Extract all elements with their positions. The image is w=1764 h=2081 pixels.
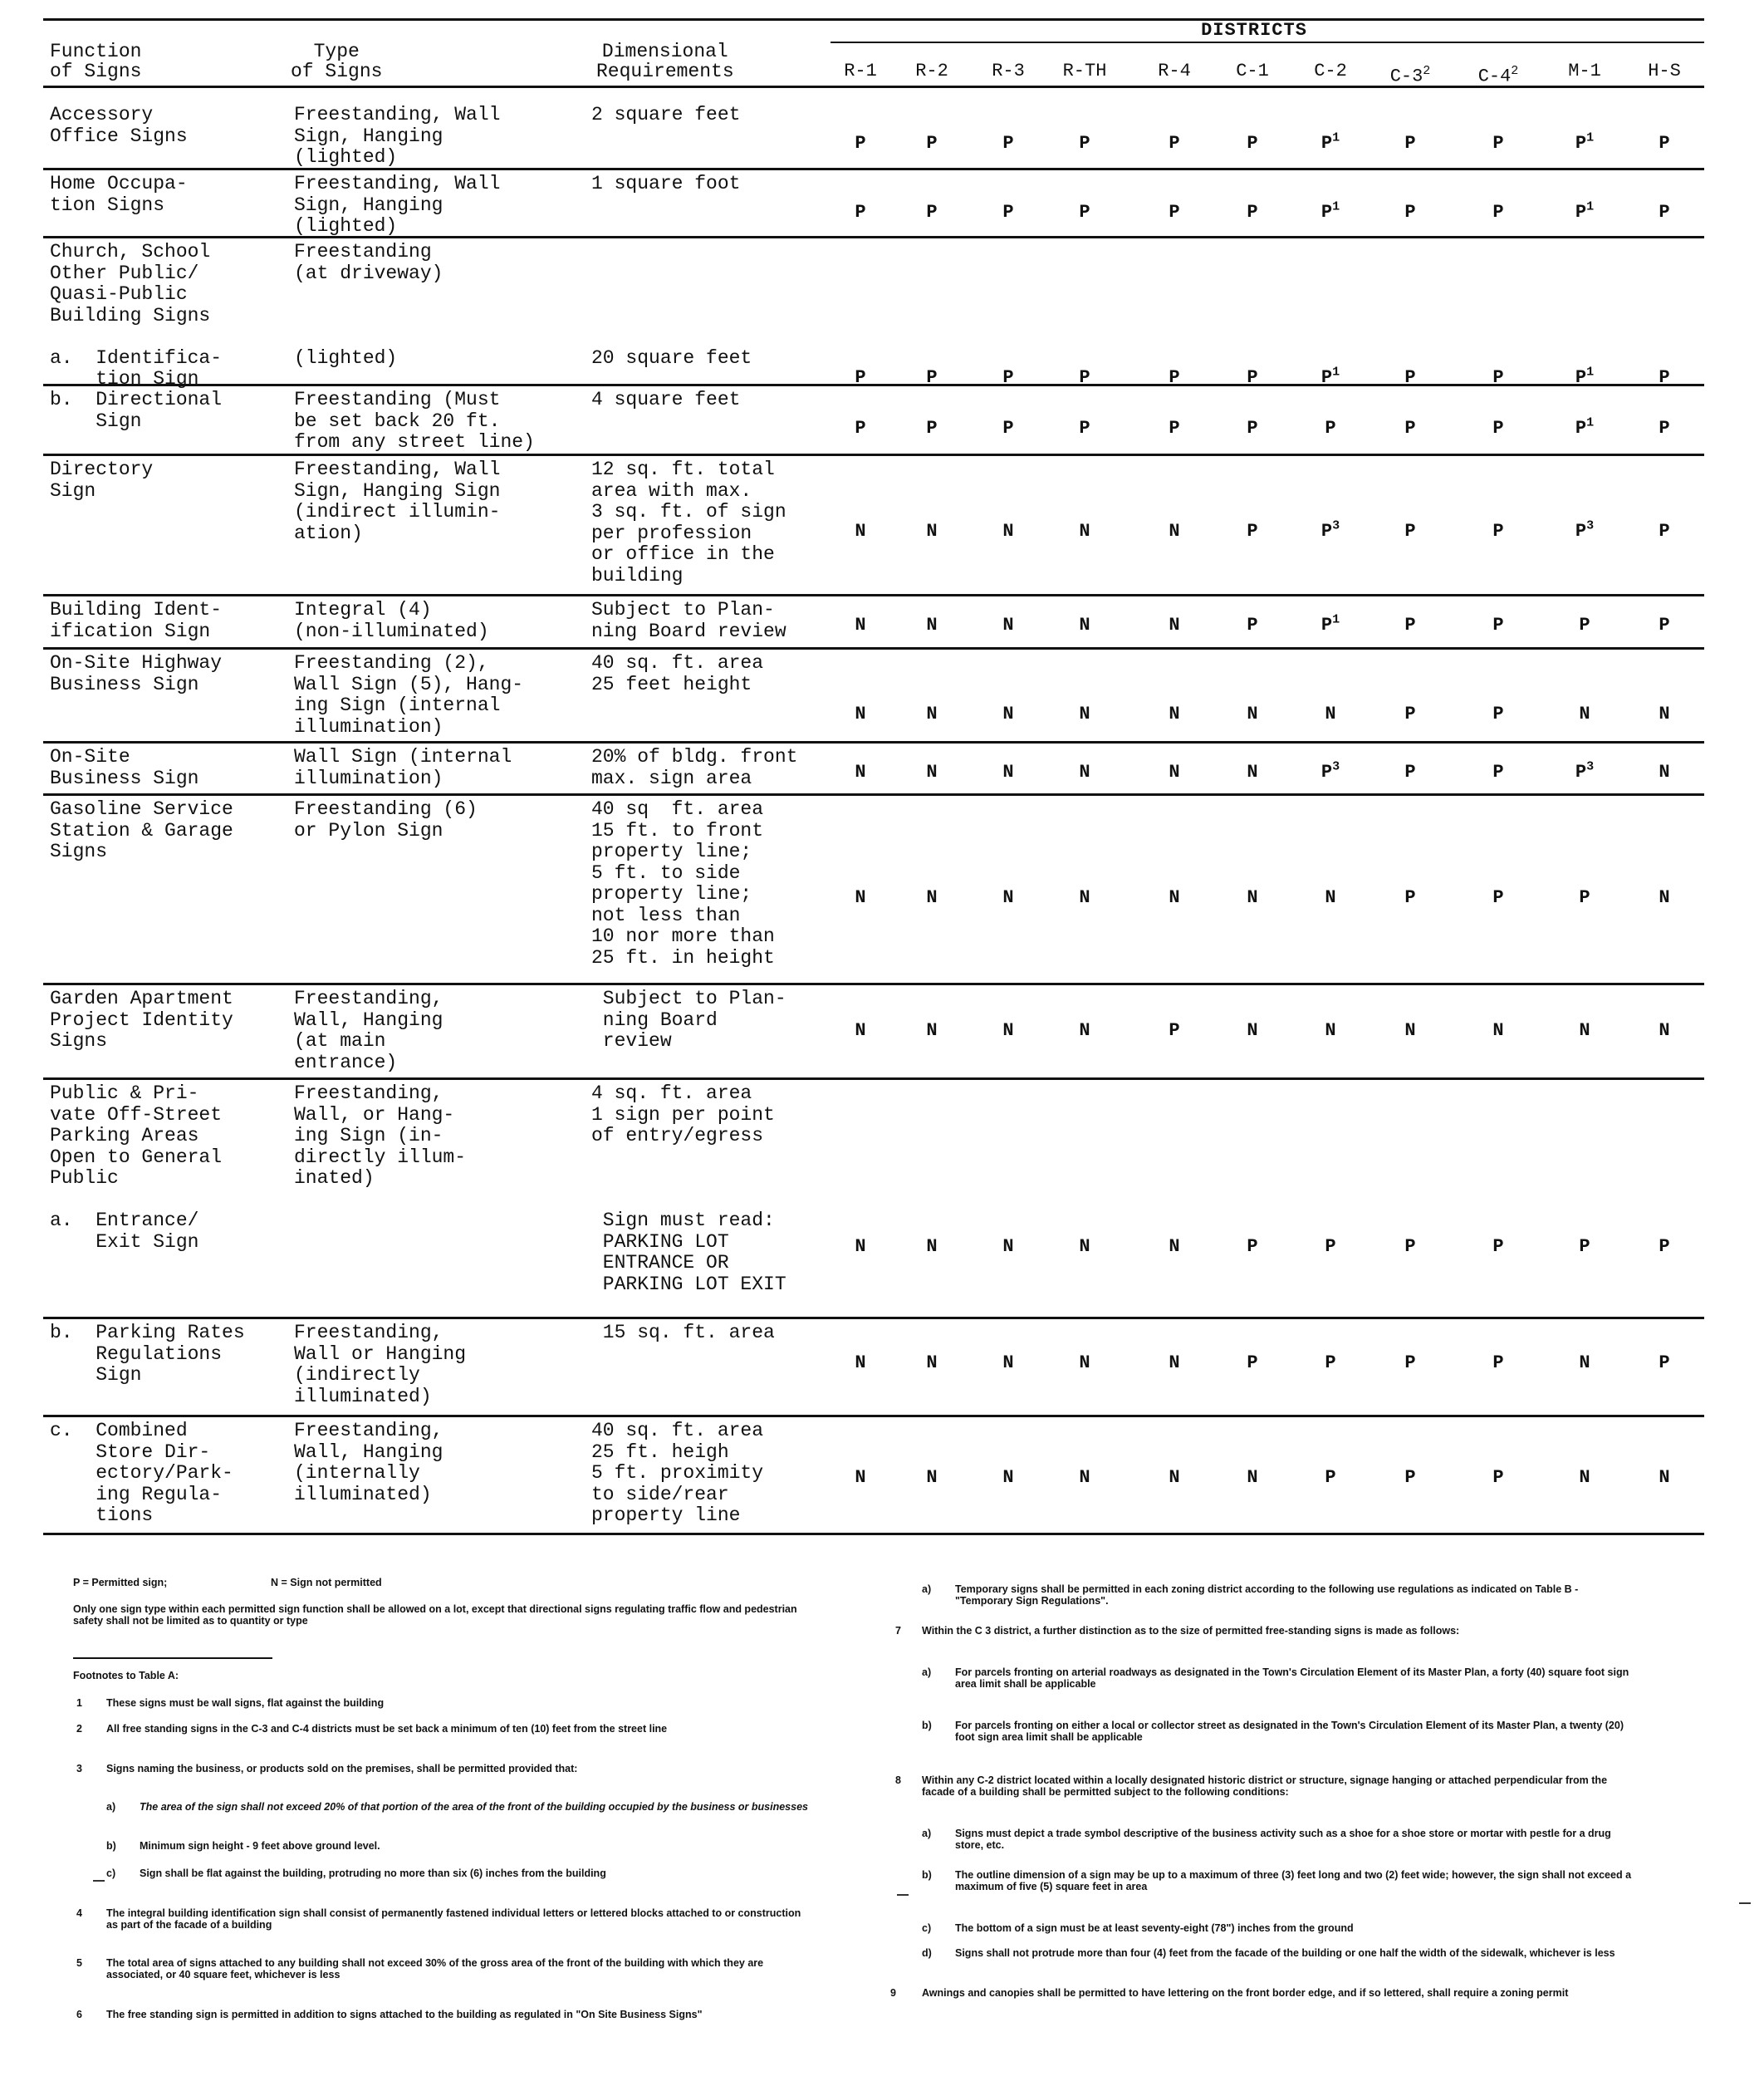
table-row — [43, 650, 1704, 744]
district-permission-m-1: $P^3$ — [1575, 759, 1595, 783]
footnote-superscript: 1 — [1332, 130, 1340, 145]
footnote-6-number: 6 — [76, 2009, 82, 2020]
footnote-8b: The outline dimension of a sign may be up to a maximum of three (3) feet long and two (2) feet wide; however, the sign shall not exceed a maximum of five (5) square feet in area — [955, 1869, 1634, 1892]
district-permission-c-3: P — [1404, 521, 1416, 542]
legend-permitted: P = Permitted sign; — [73, 1577, 168, 1588]
intro-note: Only one sign type within each permitted sign function shall be allowed on a lot, except that directional signs regulating traffic flow and pedestrian safety shall not be limited as to quantity or type — [73, 1603, 801, 1627]
district-permission-m-1: $P^1$ — [1575, 199, 1595, 223]
sign-type: Freestanding (6) or Pylon Sign — [294, 798, 478, 842]
district-permission-c-3: P — [1404, 418, 1416, 439]
district-permission-c-4: P — [1492, 615, 1504, 636]
district-permission-h-s: N — [1659, 887, 1670, 908]
district-permission-r-4: P — [1169, 367, 1180, 388]
district-permission-r-4: N — [1169, 1467, 1180, 1488]
footnote-8d: Signs shall not protrude more than four (4) feet from the facade of the building or one half the width of the sidewalk, whichever is less — [955, 1947, 1615, 1959]
district-permission-r-4: P — [1169, 1020, 1180, 1041]
district-permission-r-2: N — [926, 615, 938, 636]
district-permission-c-2: P — [1325, 1236, 1336, 1257]
footnote-2: All free standing signs in the C-3 and C-4 districts must be set back a minimum of ten (10) feet from the street line — [106, 1723, 668, 1735]
footnote-8a: Signs must depict a trade symbol descriptive of the business activity such as a shoe for a shoe store or mortar with pestle for a drug store, etc. — [955, 1828, 1615, 1851]
footnote-8: Within any C-2 district located within a locally designated historic district or structure, signage hanging or attached perpendicular from the facade of a building shall be permitted subject to the following conditions: — [922, 1774, 1610, 1798]
footnote-3a: The area of the sign shall not exceed 20% of that portion of the area of the front of the building occupied by the business or businesses — [140, 1801, 808, 1813]
footnote-4-number: 4 — [76, 1907, 82, 1919]
district-permission-c-1: P — [1247, 133, 1258, 154]
district-permission-r-3: P — [1002, 133, 1014, 154]
table-row — [43, 456, 1704, 596]
sign-type: Freestanding, Wall Sign, Hanging (lighted) — [294, 173, 501, 237]
footnote-superscript: 3 — [1586, 518, 1595, 533]
district-permission-c-2: $P^1$ — [1321, 130, 1340, 154]
footnote-8c: The bottom of a sign must be at least seventy-eight (78") inches from the ground — [955, 1922, 1354, 1934]
district-permission-r-2: N — [926, 762, 938, 783]
district-header-c-3: $C-3^2$ — [1389, 64, 1431, 87]
districts-rule — [831, 42, 1704, 43]
sign-function: Gasoline Service Station & Garage Signs — [50, 798, 233, 862]
sign-type: Freestanding (2), Wall Sign (5), Hang- ing Sign (internal illumination) — [294, 652, 524, 738]
footnote-3c: Sign shall be flat against the building, protruding no more than six (6) inches from the building — [140, 1868, 606, 1879]
scan-mark — [1739, 1902, 1751, 1904]
district-permission-c-2: $P^1$ — [1321, 612, 1340, 636]
footnote-superscript: 1 — [1332, 612, 1340, 627]
district-permission-r-2: N — [926, 1236, 938, 1257]
sign-type: Wall Sign (internal illumination) — [294, 746, 512, 789]
district-permission-r-3: N — [1002, 1020, 1014, 1041]
district-permission-r-2: N — [926, 1020, 938, 1041]
district-permission-c-2: $P^1$ — [1321, 365, 1340, 388]
sign-function: c. Combined Store Dir- ectory/Park- ing Regula- tions — [50, 1420, 233, 1526]
table-row — [43, 170, 1704, 238]
district-header-r-2: R-2 — [915, 61, 948, 81]
district-permission-r-th: N — [1079, 1467, 1090, 1488]
district-permission-c-2: P — [1325, 1467, 1336, 1488]
district-header-h-s: H-S — [1648, 61, 1681, 81]
district-header-r-th: R-TH — [1062, 61, 1107, 81]
footnote-5: The total area of signs attached to any building shall not exceed 30% of the gross area of the front of the building with which they are associated, or 40 square feet, whichever is less — [106, 1957, 767, 1980]
district-header-superscript: 2 — [1423, 64, 1431, 78]
footnote-a-label: a) — [922, 1583, 932, 1595]
district-permission-c-1: P — [1247, 521, 1258, 542]
footnote-9-number: 9 — [890, 1987, 896, 1999]
district-permission-h-s: N — [1659, 704, 1670, 724]
sign-function: Church, School Other Public/ Quasi-Public Building Signs a. Identifica- tion Sign — [50, 241, 223, 390]
footnotes-title: Footnotes to Table A: — [73, 1670, 179, 1681]
district-permission-r-2: N — [926, 887, 938, 908]
sign-type: Freestanding, Wall, Hanging (at main entrance) — [294, 988, 443, 1073]
district-permission-c-3: P — [1404, 1467, 1416, 1488]
district-permission-r-4: N — [1169, 1236, 1180, 1257]
table-row — [43, 386, 1704, 456]
district-permission-h-s: P — [1659, 418, 1670, 439]
table-row — [43, 101, 1704, 170]
district-permission-c-1: N — [1247, 762, 1258, 783]
district-permission-r-th: N — [1079, 762, 1090, 783]
district-permission-r-2: P — [926, 367, 938, 388]
dimensional-requirement: 40 sq. ft. area 25 ft. heigh 5 ft. proximity to side/rear property line — [591, 1420, 764, 1526]
district-permission-c-1: P — [1247, 367, 1258, 388]
district-permission-m-1: N — [1579, 1020, 1590, 1041]
footnote-4: The integral building identification sign shall consist of permanently fastened individual letters or lettered blocks attached to or construction as part of the facade of a building — [106, 1907, 804, 1931]
footnote-1: These signs must be wall signs, flat against the building — [106, 1697, 385, 1709]
footnote-superscript: 1 — [1332, 365, 1340, 380]
district-header-superscript: 2 — [1511, 64, 1519, 78]
sign-type: Freestanding, Wall, or Hang- ing Sign (in- directly illum- inated) — [294, 1082, 467, 1189]
district-permission-h-s: P — [1659, 521, 1670, 542]
district-permission-r-4: N — [1169, 762, 1180, 783]
district-permission-c-3: P — [1404, 202, 1416, 223]
footnote-7b-label: b) — [922, 1720, 932, 1731]
district-permission-h-s: N — [1659, 1467, 1670, 1488]
district-permission-c-2: P — [1325, 418, 1336, 439]
district-permission-c-3: P — [1404, 615, 1416, 636]
district-permission-c-1: P — [1247, 615, 1258, 636]
dimensional-requirement: 1 square foot — [591, 173, 741, 194]
type-column-header: Type of Signs — [291, 41, 383, 82]
sign-function: Accessory Office Signs — [50, 104, 188, 147]
sign-type: Freestanding, Wall or Hanging (indirectly illuminated) — [294, 1322, 467, 1407]
district-permission-h-s: P — [1659, 1236, 1670, 1257]
district-permission-c-4: P — [1492, 887, 1504, 908]
district-permission-r-4: N — [1169, 615, 1180, 636]
district-permission-m-1: N — [1579, 1352, 1590, 1373]
scan-mark — [897, 1894, 909, 1896]
district-permission-c-1: P — [1247, 418, 1258, 439]
district-permission-r-3: N — [1002, 887, 1014, 908]
district-permission-c-4: N — [1492, 1020, 1504, 1041]
district-permission-c-4: P — [1492, 1352, 1504, 1373]
district-permission-m-1: $P^1$ — [1575, 130, 1595, 154]
district-permission-m-1: $P^1$ — [1575, 365, 1595, 388]
footnote-superscript: 1 — [1586, 365, 1595, 380]
districts-heading: DISTRICTS — [1201, 20, 1307, 41]
footnote-3c-label: c) — [106, 1868, 116, 1879]
table-row — [43, 985, 1704, 1080]
footnote-7a: For parcels fronting on arterial roadways as designated in the Town's Circulation Element of its Master Plan, a forty (40) square foot sign area limit shall be applicable — [955, 1666, 1632, 1690]
district-permission-c-1: N — [1247, 1467, 1258, 1488]
dimensional-requirement: 15 sq. ft. area — [591, 1322, 775, 1343]
district-permission-c-3: P — [1404, 1352, 1416, 1373]
district-permission-r-th: N — [1079, 615, 1090, 636]
district-permission-m-1: P — [1579, 615, 1590, 636]
district-permission-c-2: N — [1325, 887, 1336, 908]
district-permission-h-s: N — [1659, 1020, 1670, 1041]
footnote-superscript: 3 — [1586, 759, 1595, 774]
sign-function: Building Ident- ification Sign — [50, 599, 223, 642]
district-header-r-4: R-4 — [1158, 61, 1191, 81]
district-permission-r-4: N — [1169, 704, 1180, 724]
district-permission-r-3: N — [1002, 521, 1014, 542]
district-permission-r-1: N — [855, 1236, 866, 1257]
district-permission-r-th: P — [1079, 418, 1090, 439]
district-permission-r-2: P — [926, 133, 938, 154]
footnote-7-number: 7 — [895, 1625, 901, 1637]
district-permission-r-1: N — [855, 1467, 866, 1488]
district-permission-r-1: N — [855, 521, 866, 542]
footnote-3a-label: a) — [106, 1801, 116, 1813]
footnote-3b: Minimum sign height - 9 feet above ground level. — [140, 1840, 380, 1852]
district-permission-c-4: P — [1492, 704, 1504, 724]
dimensional-requirement: 4 square feet — [591, 389, 741, 410]
dimensional-requirement: 2 square feet — [591, 104, 741, 125]
district-permission-r-2: P — [926, 202, 938, 223]
table-top-rule — [43, 18, 1704, 21]
district-permission-c-3: P — [1404, 762, 1416, 783]
district-permission-r-th: N — [1079, 887, 1090, 908]
dimensional-requirement: 20 square feet — [591, 346, 752, 369]
table-row — [43, 596, 1704, 650]
footnote-a: Temporary signs shall be permitted in each zoning district according to the following use regulations as indicated on Table B - "Temporary Sign Regulations". — [955, 1583, 1581, 1607]
scan-mark — [93, 1880, 105, 1882]
district-permission-r-1: N — [855, 704, 866, 724]
footnote-8d-label: d) — [922, 1947, 932, 1959]
district-permission-r-th: P — [1079, 202, 1090, 223]
district-permission-r-1: P — [855, 367, 866, 388]
sign-type: Freestanding (at driveway) (lighted) — [294, 241, 443, 369]
district-permission-r-th: N — [1079, 1352, 1090, 1373]
district-permission-c-2: $P^3$ — [1321, 759, 1340, 783]
district-permission-c-4: P — [1492, 521, 1504, 542]
header-bottom-rule — [43, 86, 1704, 88]
district-permission-r-2: N — [926, 1352, 938, 1373]
table-row — [43, 1417, 1704, 1535]
footnote-6: The free standing sign is permitted in addition to signs attached to the building as regulated in "On Site Business Signs" — [106, 2009, 703, 2020]
sign-type: Freestanding (Must be set back 20 ft. from any street line) — [294, 389, 535, 453]
footnote-5-number: 5 — [76, 1957, 82, 1969]
dimensional-requirement: 12 sq. ft. total area with max. 3 sq. ft. of sign per profession or office in the building — [591, 459, 786, 587]
district-header-m-1: M-1 — [1568, 61, 1601, 81]
district-permission-r-1: P — [855, 202, 866, 223]
district-permission-c-2: N — [1325, 704, 1336, 724]
sign-function: Directory Sign — [50, 459, 154, 502]
district-header-c-2: C-2 — [1314, 61, 1347, 81]
sign-function: Public & Pri- vate Off-Street Parking Areas Open to General Public a. Entrance/ Exit Sign — [50, 1082, 223, 1253]
dimensional-requirement: 40 sq. ft. area 25 feet height — [591, 652, 764, 695]
sign-function: On-Site Highway Business Sign — [50, 652, 223, 695]
district-permission-m-1: N — [1579, 704, 1590, 724]
district-permission-r-1: N — [855, 1020, 866, 1041]
footnote-3-number: 3 — [76, 1763, 82, 1774]
district-permission-c-1: P — [1247, 202, 1258, 223]
district-permission-c-3: P — [1404, 367, 1416, 388]
footnote-8-number: 8 — [895, 1774, 901, 1786]
footnote-superscript: 1 — [1332, 199, 1340, 214]
footnote-3: Signs naming the business, or products sold on the premises, shall be permitted provided that: — [106, 1763, 578, 1774]
footnote-7a-label: a) — [922, 1666, 932, 1678]
district-permission-c-1: N — [1247, 704, 1258, 724]
footnote-8b-label: b) — [922, 1869, 932, 1881]
footnote-8a-label: a) — [922, 1828, 932, 1839]
footnote-2-number: 2 — [76, 1723, 82, 1735]
district-permission-r-3: N — [1002, 762, 1014, 783]
district-permission-r-4: N — [1169, 887, 1180, 908]
district-permission-r-3: N — [1002, 1236, 1014, 1257]
table-row — [43, 1319, 1704, 1417]
footnote-9: Awnings and canopies shall be permitted to have lettering on the front border edge, and if so lettered, shall require a zoning permit — [922, 1987, 1569, 1999]
district-permission-c-4: P — [1492, 1467, 1504, 1488]
footnote-7b: For parcels fronting on either a local or collector street as designated in the Town's Circulation Element of its Master Plan, a twenty (20) foot sign area limit shall be applicable — [955, 1720, 1627, 1743]
dimensional-requirement: 4 sq. ft. area 1 sign per point of entry/egress Sign must read: PARKING LOT ENTRANCE OR PARKING LOT EXIT — [591, 1082, 786, 1295]
district-header-c-1: C-1 — [1236, 61, 1269, 81]
district-permission-c-4: P — [1492, 202, 1504, 223]
district-permission-m-1: $P^3$ — [1575, 518, 1595, 542]
district-permission-r-2: N — [926, 704, 938, 724]
footnote-superscript: 1 — [1586, 199, 1595, 214]
district-permission-c-2: $P^1$ — [1321, 199, 1340, 223]
sign-function: b. Parking Rates Regulations Sign — [50, 1322, 245, 1386]
district-permission-h-s: P — [1659, 1352, 1670, 1373]
district-permission-r-2: N — [926, 521, 938, 542]
district-permission-c-1: P — [1247, 1236, 1258, 1257]
sign-type: Freestanding, Wall Sign, Hanging Sign (indirect illumin- ation) — [294, 459, 501, 544]
district-permission-m-1: P — [1579, 887, 1590, 908]
district-permission-m-1: $P^1$ — [1575, 415, 1595, 439]
district-permission-r-1: N — [855, 762, 866, 783]
district-permission-r-4: P — [1169, 133, 1180, 154]
district-permission-h-s: P — [1659, 202, 1670, 223]
district-permission-m-1: N — [1579, 1467, 1590, 1488]
district-permission-r-3: P — [1002, 367, 1014, 388]
district-permission-r-1: P — [855, 418, 866, 439]
sign-type: Freestanding, Wall, Hanging (internally illuminated) — [294, 1420, 443, 1505]
district-permission-r-3: N — [1002, 1467, 1014, 1488]
district-permission-r-3: N — [1002, 1352, 1014, 1373]
footnote-1-number: 1 — [76, 1697, 82, 1709]
district-permission-r-th: N — [1079, 521, 1090, 542]
dimensional-column-header: Dimensional Requirements — [596, 41, 734, 82]
sign-type: Integral (4) (non-illuminated) — [294, 599, 489, 642]
district-permission-c-4: P — [1492, 762, 1504, 783]
district-permission-h-s: P — [1659, 133, 1670, 154]
sign-function: Garden Apartment Project Identity Signs — [50, 988, 233, 1052]
footnote-superscript: 3 — [1332, 759, 1340, 774]
district-permission-r-th: N — [1079, 704, 1090, 724]
dimensional-requirement: 40 sq ft. area 15 ft. to front property line; 5 ft. to side property line; not less than 10 nor more than 25 ft. in height — [591, 798, 775, 969]
footnote-8c-label: c) — [922, 1922, 932, 1934]
dimensional-requirement: Subject to Plan- ning Board review — [602, 988, 786, 1052]
footnote-7: Within the C 3 district, a further distinction as to the size of permitted free-standing signs is made as follows: — [922, 1625, 1460, 1637]
footnote-3b-label: b) — [106, 1840, 116, 1852]
district-permission-r-4: P — [1169, 202, 1180, 223]
district-permission-c-3: P — [1404, 1236, 1416, 1257]
district-permission-h-s: P — [1659, 367, 1670, 388]
district-permission-r-4: N — [1169, 521, 1180, 542]
district-permission-c-3: P — [1404, 133, 1416, 154]
district-permission-r-4: P — [1169, 418, 1180, 439]
sign-type: Freestanding, Wall Sign, Hanging (lighted) — [294, 104, 501, 168]
district-permission-c-4: P — [1492, 418, 1504, 439]
district-permission-c-1: N — [1247, 887, 1258, 908]
district-permission-r-1: N — [855, 1352, 866, 1373]
row-rule — [43, 1533, 1704, 1535]
district-permission-c-4: P — [1492, 133, 1504, 154]
district-header-r-3: R-3 — [992, 61, 1025, 81]
district-permission-r-3: N — [1002, 704, 1014, 724]
district-permission-r-1: P — [855, 133, 866, 154]
table-row — [43, 238, 1704, 390]
district-permission-c-2: P — [1325, 1352, 1336, 1373]
district-permission-r-3: N — [1002, 615, 1014, 636]
district-permission-c-2: $P^3$ — [1321, 518, 1340, 542]
legend-not-permitted: N = Sign not permitted — [271, 1577, 382, 1588]
district-permission-c-2: N — [1325, 1020, 1336, 1041]
dimensional-requirement: 20% of bldg. front max. sign area — [591, 746, 798, 789]
district-permission-r-2: P — [926, 418, 938, 439]
table-row — [43, 796, 1704, 985]
district-permission-c-4: P — [1492, 1236, 1504, 1257]
district-permission-m-1: P — [1579, 1236, 1590, 1257]
district-permission-r-th: N — [1079, 1236, 1090, 1257]
district-permission-h-s: P — [1659, 615, 1670, 636]
footnote-superscript: 1 — [1586, 130, 1595, 145]
district-permission-c-3: P — [1404, 887, 1416, 908]
sign-function: b. Directional Sign — [50, 389, 223, 432]
district-permission-r-th: P — [1079, 367, 1090, 388]
district-permission-c-3: P — [1404, 704, 1416, 724]
district-permission-r-1: N — [855, 615, 866, 636]
district-permission-r-4: N — [1169, 1352, 1180, 1373]
district-permission-c-3: N — [1404, 1020, 1416, 1041]
district-permission-r-2: N — [926, 1467, 938, 1488]
district-header-c-4: $C-4^2$ — [1477, 64, 1519, 87]
district-permission-c-1: P — [1247, 1352, 1258, 1373]
district-permission-c-1: N — [1247, 1020, 1258, 1041]
footnote-superscript: 1 — [1586, 415, 1595, 430]
district-permission-c-4: P — [1492, 367, 1504, 388]
sign-function: On-Site Business Sign — [50, 746, 199, 789]
district-permission-r-th: N — [1079, 1020, 1090, 1041]
footnote-rule — [73, 1657, 272, 1659]
table-row — [43, 1080, 1704, 1319]
table-row — [43, 744, 1704, 796]
sign-function: Home Occupa- tion Signs — [50, 173, 188, 216]
district-permission-r-th: P — [1079, 133, 1090, 154]
district-header-r-1: R-1 — [844, 61, 877, 81]
district-permission-r-1: N — [855, 887, 866, 908]
function-column-header: Function of Signs — [50, 41, 142, 82]
footnote-superscript: 3 — [1332, 518, 1340, 533]
district-permission-h-s: N — [1659, 762, 1670, 783]
dimensional-requirement: Subject to Plan- ning Board review — [591, 599, 786, 642]
district-permission-r-3: P — [1002, 418, 1014, 439]
district-permission-r-3: P — [1002, 202, 1014, 223]
